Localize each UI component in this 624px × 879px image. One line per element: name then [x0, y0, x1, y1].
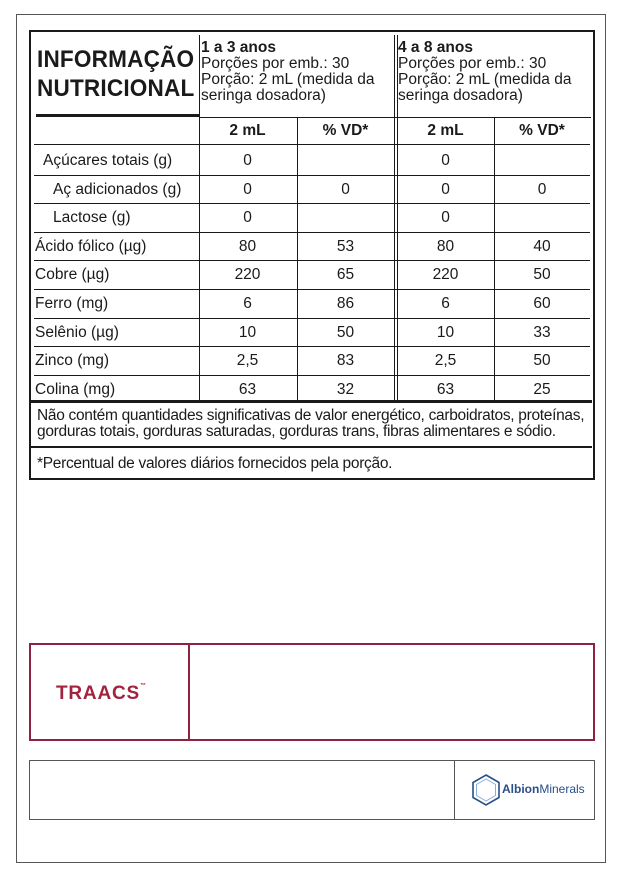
- nutrient-value-a1: 0: [243, 180, 252, 198]
- traacs-tm: ™: [139, 683, 146, 689]
- nutrient-value-v2: 60: [533, 295, 551, 312]
- nutrient-value-a2: 2,5: [434, 352, 457, 370]
- nutrient-value-v2: 33: [533, 323, 551, 341]
- note-line-1: Não contém quantidades significativas de valor energético, carboidratos, proteínas,: [37, 407, 585, 424]
- vline-1: [199, 35, 200, 400]
- footnote-text: *Percentual de valores diários fornecidos pela porção.: [37, 455, 393, 472]
- group-2-portions: Porções por emb.: 30: [398, 55, 547, 72]
- nutrient-value-a2: 63: [436, 380, 455, 398]
- nutrient-value-v2: 0: [537, 180, 547, 198]
- table-row: [31, 261, 592, 289]
- table-row: [31, 204, 592, 232]
- nutrition-facts-panel: [29, 30, 595, 480]
- traacs-logo-text: TRAACS: [56, 683, 140, 704]
- nutrient-label: Selênio (µg): [35, 323, 119, 341]
- nutrient-value-a2: 0: [441, 180, 450, 198]
- traacs-logo: [56, 683, 146, 705]
- albion-divider: [454, 761, 455, 819]
- albion-word-2: Minerals: [539, 782, 585, 796]
- nutrient-value-a1: 6: [243, 295, 252, 312]
- group-1-portions: Porções por emb.: 30: [201, 55, 350, 72]
- table-row: [31, 233, 592, 261]
- group-1-age: 1 a 3 anos: [201, 39, 276, 56]
- nutrient-value-v1: 0: [341, 180, 350, 198]
- nutrient-label: Lactose (g): [53, 209, 131, 227]
- col-amount-2: 2 mL: [427, 122, 464, 139]
- nutrient-label: Aç adicionados (g): [53, 180, 182, 198]
- col-vd-2: % VD*: [519, 122, 565, 139]
- traacs-box: [29, 643, 595, 741]
- nutrient-value-v2: [494, 204, 590, 232]
- albion-box: [29, 760, 595, 820]
- table-row: [31, 319, 592, 347]
- nutrient-value-a1: 80: [238, 237, 257, 255]
- nutrient-value-a2: 80: [436, 237, 455, 255]
- nutrient-value-a1: 2,5: [236, 352, 259, 370]
- group-2-portion-line-2: seringa dosadora): [398, 87, 523, 104]
- nutrient-value-a1: 10: [238, 323, 257, 341]
- nutrient-value-v1: 65: [336, 266, 355, 284]
- nutrient-value-v1: 50: [336, 323, 355, 341]
- vline-5: [494, 117, 495, 400]
- table-row: [31, 347, 592, 375]
- nutrient-label: Colina (mg): [35, 380, 116, 398]
- table-row: [31, 176, 592, 204]
- albion-hexagon-icon: [470, 773, 502, 807]
- nutrient-value-a2: 6: [441, 295, 450, 312]
- group-2-header: [398, 40, 571, 104]
- group-1-portion-line-2: seringa dosadora): [201, 87, 326, 104]
- group-1-portion-line-1: Porção: 2 mL (medida da: [201, 71, 375, 88]
- nutrient-value-v1: 32: [336, 380, 355, 398]
- nutrient-label: Cobre (µg): [35, 266, 110, 284]
- nutrient-value-v2: [494, 147, 590, 175]
- nutrient-value-v1: 83: [336, 352, 355, 370]
- albion-word-1: Albion: [502, 782, 540, 796]
- group-1-header: [201, 40, 374, 104]
- group-2-portion-line-1: Porção: 2 mL (medida da: [398, 71, 572, 88]
- nutrition-title: [37, 45, 194, 103]
- table-row: [31, 147, 592, 175]
- nutrient-value-a2: 0: [441, 152, 450, 169]
- group-2-age: 4 a 8 anos: [398, 39, 473, 56]
- vline-2: [297, 117, 298, 400]
- title-line-1: INFORMAÇÃO: [37, 46, 195, 73]
- nutrient-value-a1: 63: [238, 380, 257, 398]
- col-amount-1: 2 mL: [229, 122, 266, 139]
- note-top-rule: [31, 400, 592, 403]
- nutrient-value-a1: 220: [234, 266, 261, 284]
- albion-wordmark: [502, 782, 585, 796]
- nutrient-label: Ácido fólico (µg): [35, 237, 147, 255]
- nutrient-value-a1: 0: [243, 209, 252, 227]
- nutrient-value-v1: 86: [336, 295, 355, 312]
- nutrient-label: Zinco (mg): [35, 352, 110, 370]
- table-row: [31, 290, 592, 318]
- nutrient-label: Açúcares totais (g): [43, 152, 173, 169]
- nutrient-value-a2: 220: [432, 266, 459, 284]
- note-line-2: gorduras totais, gorduras saturadas, gorduras trans, fibras alimentares e sódio.: [37, 423, 556, 440]
- nutrient-value-v1: [297, 147, 394, 175]
- nutrient-value-v2: 50: [533, 266, 551, 284]
- nutrient-value-v1: [297, 204, 394, 232]
- title-line-2: NUTRICIONAL: [37, 75, 195, 102]
- albion-minerals-logo: [470, 773, 585, 807]
- column-header-row: [31, 117, 592, 145]
- traacs-divider: [188, 645, 190, 739]
- vline-4: [397, 35, 398, 400]
- footnote-rule: [31, 446, 592, 448]
- nutrient-value-v2: 50: [533, 352, 551, 370]
- nutrient-value-a2: 10: [436, 323, 455, 341]
- nutrient-value-v2: 25: [533, 380, 551, 398]
- nutrient-value-v2: 40: [533, 237, 551, 255]
- nutrient-label: Ferro (mg): [35, 295, 109, 312]
- nutrient-value-v1: 53: [336, 237, 355, 255]
- col-vd-1: % VD*: [322, 122, 369, 139]
- vline-3: [394, 35, 395, 400]
- note-text: [37, 408, 584, 440]
- nutrient-value-a1: 0: [243, 152, 252, 169]
- nutrient-value-a2: 0: [441, 209, 450, 227]
